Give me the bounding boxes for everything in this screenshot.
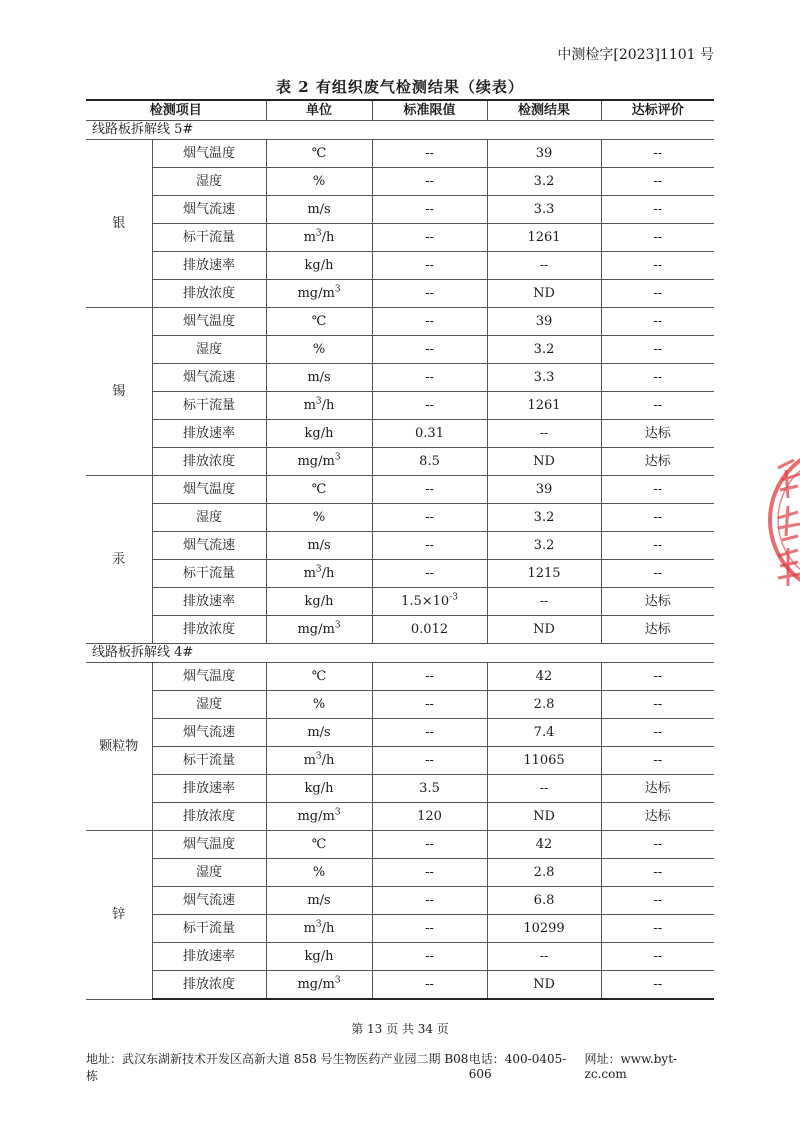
unit-cell <box>266 336 372 364</box>
table-row <box>86 915 714 943</box>
section-row <box>86 644 714 663</box>
page-number: 第 13 页 共 34 页 <box>351 1022 449 1036</box>
unit-cell <box>266 252 372 280</box>
result-cell: 3.2 <box>487 168 601 196</box>
result-cell: 1261 <box>487 224 601 252</box>
limit-cell <box>372 140 487 168</box>
result-cell: 3.2 <box>487 532 601 560</box>
evaluation-cell: -- <box>601 392 714 420</box>
unit-cell <box>266 691 372 719</box>
result-cell: 2.8 <box>487 859 601 887</box>
evaluation-cell: -- <box>601 364 714 392</box>
table-row <box>86 140 714 168</box>
limit-cell <box>372 887 487 915</box>
unit-text: mg/m <box>297 622 335 637</box>
evaluation-cell: -- <box>601 887 714 915</box>
evaluation-cell: -- <box>601 252 714 280</box>
unit-text: ℃ <box>311 837 327 852</box>
evaluation-cell: 达标 <box>601 588 714 616</box>
unit-text: % <box>312 342 326 357</box>
unit-cell <box>266 140 372 168</box>
limit-cell <box>372 224 487 252</box>
table-row <box>86 448 714 476</box>
unit-text: m/s <box>307 370 331 385</box>
table-row <box>86 691 714 719</box>
result-cell: 39 <box>487 140 601 168</box>
unit-text: m <box>303 566 316 581</box>
result-cell: ND <box>487 280 601 308</box>
unit-tail: /h <box>321 230 335 245</box>
unit-text: m <box>303 230 316 245</box>
limit-cell <box>372 747 487 775</box>
limit-text: -- <box>425 977 434 992</box>
pollutant-name: 汞 <box>86 476 152 644</box>
limit-cell <box>372 803 487 831</box>
unit-text: m <box>303 753 316 768</box>
parameter-name: 排放浓度 <box>152 971 266 1000</box>
limit-text: -- <box>425 837 434 852</box>
result-cell: 11065 <box>487 747 601 775</box>
pollutant-name: 银 <box>86 140 152 308</box>
table-body <box>86 121 714 1000</box>
unit-text: mg/m <box>297 454 335 469</box>
evaluation-cell: -- <box>601 280 714 308</box>
parameter-name: 烟气温度 <box>152 831 266 859</box>
limit-text: -- <box>425 921 434 936</box>
unit-text: ℃ <box>311 146 327 161</box>
result-cell: ND <box>487 448 601 476</box>
unit-tail: /h <box>321 398 335 413</box>
header-result: 检测结果 <box>487 100 601 121</box>
unit-text: kg/h <box>304 594 334 609</box>
result-cell: 6.8 <box>487 887 601 915</box>
parameter-name: 排放速率 <box>152 588 266 616</box>
parameter-name: 排放浓度 <box>152 448 266 476</box>
table-row <box>86 971 714 1000</box>
limit-cell <box>372 168 487 196</box>
unit-text: m <box>303 921 316 936</box>
unit-text: m/s <box>307 893 331 908</box>
unit-cell <box>266 168 372 196</box>
limit-text: -- <box>425 398 434 413</box>
result-cell: 39 <box>487 308 601 336</box>
parameter-name: 烟气流速 <box>152 719 266 747</box>
unit-superscript: 3 <box>315 564 322 575</box>
unit-tail: /h <box>321 921 335 936</box>
limit-text: -- <box>425 949 434 964</box>
table-row <box>86 616 714 644</box>
result-cell: -- <box>487 252 601 280</box>
unit-text: % <box>312 865 326 880</box>
unit-text: m/s <box>307 538 331 553</box>
table-row <box>86 859 714 887</box>
inspection-stamp <box>764 440 800 600</box>
table-header-row <box>86 100 714 121</box>
limit-cell <box>372 308 487 336</box>
unit-cell <box>266 560 372 588</box>
result-cell: 42 <box>487 663 601 691</box>
parameter-name: 排放速率 <box>152 252 266 280</box>
result-cell: -- <box>487 943 601 971</box>
limit-cell <box>372 691 487 719</box>
evaluation-cell: -- <box>601 196 714 224</box>
limit-cell <box>372 448 487 476</box>
table-row <box>86 364 714 392</box>
limit-text: -- <box>425 510 434 525</box>
table-row <box>86 504 714 532</box>
unit-cell <box>266 859 372 887</box>
unit-cell <box>266 775 372 803</box>
parameter-name: 湿度 <box>152 336 266 364</box>
limit-text: 3.5 <box>419 781 440 796</box>
limit-cell <box>372 859 487 887</box>
header-evaluation: 达标评价 <box>601 100 714 121</box>
unit-cell <box>266 747 372 775</box>
table-row <box>86 831 714 859</box>
limit-cell <box>372 719 487 747</box>
evaluation-cell: -- <box>601 831 714 859</box>
result-cell: 2.8 <box>487 691 601 719</box>
unit-cell <box>266 224 372 252</box>
unit-cell <box>266 420 372 448</box>
table-row <box>86 308 714 336</box>
limit-text: -- <box>425 314 434 329</box>
limit-cell <box>372 532 487 560</box>
table-row <box>86 224 714 252</box>
pollutant-name: 锌 <box>86 831 152 1000</box>
result-cell: ND <box>487 803 601 831</box>
parameter-name: 标干流量 <box>152 560 266 588</box>
limit-text: -- <box>425 230 434 245</box>
unit-superscript: 3 <box>334 452 341 463</box>
parameter-name: 烟气温度 <box>152 476 266 504</box>
evaluation-cell: -- <box>601 224 714 252</box>
unit-text: % <box>312 697 326 712</box>
section-row <box>86 121 714 140</box>
unit-text: kg/h <box>304 426 334 441</box>
unit-cell <box>266 588 372 616</box>
header-item: 检测项目 <box>86 100 266 121</box>
parameter-name: 排放浓度 <box>152 803 266 831</box>
unit-tail: /h <box>321 566 335 581</box>
footer-website[interactable]: 网址：www.byt-zc.com <box>584 1052 678 1081</box>
evaluation-cell: -- <box>601 308 714 336</box>
table-title: 表 2 有组织废气检测结果（续表） <box>276 78 524 96</box>
limit-cell <box>372 915 487 943</box>
evaluation-cell: -- <box>601 663 714 691</box>
parameter-name: 排放浓度 <box>152 616 266 644</box>
pollutant-name: 锡 <box>86 308 152 476</box>
unit-cell <box>266 392 372 420</box>
result-cell: 1261 <box>487 392 601 420</box>
result-cell: 3.3 <box>487 364 601 392</box>
unit-text: kg/h <box>304 258 334 273</box>
unit-cell <box>266 971 372 1000</box>
result-cell: 3.2 <box>487 504 601 532</box>
page-footer <box>86 1050 714 1084</box>
limit-text: 0.012 <box>410 622 449 637</box>
parameter-name: 湿度 <box>152 859 266 887</box>
unit-superscript: 3 <box>334 807 341 818</box>
unit-text: mg/m <box>297 977 335 992</box>
table-row <box>86 588 714 616</box>
limit-cell <box>372 420 487 448</box>
limit-text: -- <box>425 258 434 273</box>
parameter-name: 标干流量 <box>152 915 266 943</box>
parameter-name: 排放速率 <box>152 943 266 971</box>
limit-cell <box>372 280 487 308</box>
pollutant-name: 颗粒物 <box>86 663 152 831</box>
evaluation-cell: 达标 <box>601 616 714 644</box>
limit-cell <box>372 588 487 616</box>
evaluation-cell: 达标 <box>601 803 714 831</box>
unit-superscript: 3 <box>315 751 322 762</box>
parameter-name: 标干流量 <box>152 392 266 420</box>
unit-cell <box>266 504 372 532</box>
result-cell: -- <box>487 775 601 803</box>
section-title: 线路板拆解线 4# <box>86 644 714 663</box>
unit-superscript: 3 <box>334 620 341 631</box>
unit-text: ℃ <box>311 669 327 684</box>
table-row <box>86 775 714 803</box>
parameter-name: 标干流量 <box>152 747 266 775</box>
limit-cell <box>372 476 487 504</box>
result-cell: ND <box>487 616 601 644</box>
limit-text: 1.5×10 <box>401 594 450 609</box>
table-row <box>86 476 714 504</box>
limit-text: 8.5 <box>419 454 440 469</box>
evaluation-cell: -- <box>601 140 714 168</box>
parameter-name: 烟气流速 <box>152 364 266 392</box>
limit-cell <box>372 971 487 1000</box>
parameter-name: 烟气流速 <box>152 887 266 915</box>
limit-text: -- <box>425 566 434 581</box>
parameter-name: 湿度 <box>152 691 266 719</box>
parameter-name: 湿度 <box>152 168 266 196</box>
unit-cell <box>266 616 372 644</box>
table-row <box>86 663 714 691</box>
limit-cell <box>372 504 487 532</box>
limit-cell <box>372 663 487 691</box>
limit-text: -- <box>425 174 434 189</box>
unit-cell <box>266 532 372 560</box>
unit-superscript: 3 <box>315 396 322 407</box>
footer-phone: 电话：400-0405-606 <box>468 1052 567 1081</box>
parameter-name: 烟气温度 <box>152 308 266 336</box>
evaluation-cell: -- <box>601 336 714 364</box>
table-row <box>86 420 714 448</box>
limit-text: -- <box>425 753 434 768</box>
limit-text: -- <box>425 865 434 880</box>
limit-cell <box>372 252 487 280</box>
unit-superscript: 3 <box>334 284 341 295</box>
unit-text: mg/m <box>297 286 335 301</box>
unit-cell <box>266 915 372 943</box>
limit-text: 0.31 <box>415 426 444 441</box>
table-row <box>86 719 714 747</box>
result-cell: 42 <box>487 831 601 859</box>
limit-text: -- <box>425 538 434 553</box>
evaluation-cell: -- <box>601 859 714 887</box>
result-cell: 3.2 <box>487 336 601 364</box>
limit-text: -- <box>425 286 434 301</box>
unit-cell <box>266 476 372 504</box>
table-row <box>86 392 714 420</box>
header-limit: 标准限值 <box>372 100 487 121</box>
unit-text: % <box>312 174 326 189</box>
unit-text: kg/h <box>304 949 334 964</box>
limit-text: -- <box>425 725 434 740</box>
limit-cell <box>372 196 487 224</box>
unit-superscript: 3 <box>315 228 322 239</box>
parameter-name: 排放浓度 <box>152 280 266 308</box>
limit-text: 120 <box>417 809 442 824</box>
unit-cell <box>266 831 372 859</box>
parameter-name: 烟气流速 <box>152 196 266 224</box>
evaluation-cell: -- <box>601 504 714 532</box>
table-row <box>86 943 714 971</box>
table-row <box>86 887 714 915</box>
evaluation-cell: -- <box>601 532 714 560</box>
parameter-name: 排放速率 <box>152 420 266 448</box>
unit-cell <box>266 364 372 392</box>
evaluation-cell: -- <box>601 747 714 775</box>
result-cell: -- <box>487 588 601 616</box>
unit-cell <box>266 196 372 224</box>
table-row <box>86 168 714 196</box>
table-row <box>86 196 714 224</box>
unit-text: m/s <box>307 725 331 740</box>
result-cell: 39 <box>487 476 601 504</box>
limit-text: -- <box>425 342 434 357</box>
limit-text: -- <box>425 482 434 497</box>
evaluation-cell: 达标 <box>601 448 714 476</box>
header-unit: 单位 <box>266 100 372 121</box>
unit-text: ℃ <box>311 314 327 329</box>
stamp-seal-icon <box>764 440 800 600</box>
limit-cell <box>372 392 487 420</box>
section-title: 线路板拆解线 5# <box>86 121 714 140</box>
table-row <box>86 560 714 588</box>
limit-cell <box>372 616 487 644</box>
limit-text: -- <box>425 202 434 217</box>
unit-text: % <box>312 510 326 525</box>
limit-cell <box>372 831 487 859</box>
table-row <box>86 252 714 280</box>
table-row <box>86 280 714 308</box>
result-cell: 7.4 <box>487 719 601 747</box>
evaluation-cell: -- <box>601 476 714 504</box>
unit-cell <box>266 943 372 971</box>
evaluation-cell: 达标 <box>601 775 714 803</box>
table-row <box>86 803 714 831</box>
unit-cell <box>266 887 372 915</box>
table-row <box>86 532 714 560</box>
unit-superscript: 3 <box>315 919 322 930</box>
unit-text: m/s <box>307 202 331 217</box>
limit-cell <box>372 336 487 364</box>
limit-cell <box>372 560 487 588</box>
limit-superscript: -3 <box>449 592 458 603</box>
parameter-name: 烟气流速 <box>152 532 266 560</box>
limit-text: -- <box>425 669 434 684</box>
unit-cell <box>266 308 372 336</box>
unit-cell <box>266 448 372 476</box>
parameter-name: 排放速率 <box>152 775 266 803</box>
evaluation-cell: 达标 <box>601 420 714 448</box>
unit-text: ℃ <box>311 482 327 497</box>
evaluation-cell: -- <box>601 719 714 747</box>
unit-cell <box>266 803 372 831</box>
result-cell: ND <box>487 971 601 1000</box>
results-table <box>86 99 714 1000</box>
report-number: 中测检字[2023]1101 号 <box>557 47 714 63</box>
unit-text: kg/h <box>304 781 334 796</box>
result-cell: 10299 <box>487 915 601 943</box>
unit-tail: /h <box>321 753 335 768</box>
unit-text: mg/m <box>297 809 335 824</box>
evaluation-cell: -- <box>601 915 714 943</box>
limit-text: -- <box>425 893 434 908</box>
unit-text: m <box>303 398 316 413</box>
unit-cell <box>266 663 372 691</box>
parameter-name: 湿度 <box>152 504 266 532</box>
limit-text: -- <box>425 146 434 161</box>
result-cell: -- <box>487 420 601 448</box>
evaluation-cell: -- <box>601 168 714 196</box>
limit-cell <box>372 364 487 392</box>
parameter-name: 烟气温度 <box>152 140 266 168</box>
result-cell: 3.3 <box>487 196 601 224</box>
evaluation-cell: -- <box>601 971 714 1000</box>
limit-text: -- <box>425 697 434 712</box>
parameter-name: 烟气温度 <box>152 663 266 691</box>
unit-cell <box>266 280 372 308</box>
limit-cell <box>372 943 487 971</box>
unit-cell <box>266 719 372 747</box>
evaluation-cell: -- <box>601 691 714 719</box>
limit-cell <box>372 775 487 803</box>
evaluation-cell: -- <box>601 560 714 588</box>
evaluation-cell: -- <box>601 943 714 971</box>
table-row <box>86 747 714 775</box>
table-row <box>86 336 714 364</box>
result-cell: 1215 <box>487 560 601 588</box>
parameter-name: 标干流量 <box>152 224 266 252</box>
unit-superscript: 3 <box>334 975 341 986</box>
footer-address: 地址：武汉东湖新技术开发区高新大道 858 号生物医药产业园二期 B08 栋 <box>86 1052 469 1083</box>
limit-text: -- <box>425 370 434 385</box>
